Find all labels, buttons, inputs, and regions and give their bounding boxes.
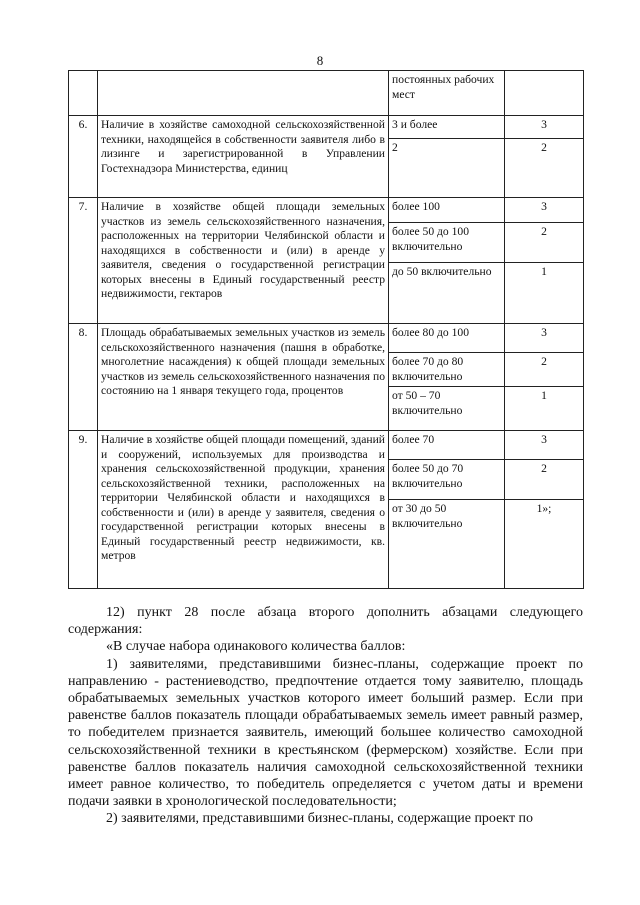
condition-cell: более 50 до 70 включительно bbox=[389, 460, 505, 500]
criterion-description: Наличие в хозяйстве самоходной сельскохозяйственной техники, находящейся в собственности заявителя либо в лизинге и зарегистрированной в Управлении Гостехнадзора Министерства, единиц bbox=[98, 116, 389, 198]
paragraph: 2) заявителями, представившими бизнес-планы, содержащие проект по bbox=[106, 811, 534, 827]
points-cell: 2 bbox=[505, 139, 584, 198]
condition-cell: 2 bbox=[389, 139, 505, 198]
criterion-description: Наличие в хозяйстве общей площади земельных участков из земель сельскохозяйственного назначения, расположенных на территории Челябинской области и находящихся в собственности и (или) в аренде у заявителя, сведения о государственной регистрации которых внесены в Единый государственный реестр недвижимости, гектаров bbox=[98, 198, 389, 324]
paragraph: 1) заявителями, представившими бизнес-планы, содержащие проект по направлению - растениеводство, предпочтение отдается тому заявителю, площадь обрабатываемых земельных участков которого имеет больший размер. Если при равенстве баллов показатель площади обрабатываемых земель имеет равный размер, то победителем признается заявитель, имеющий большее количество самоходной сельскохозяйственной техники в крестьянском (фермерском) хозяйстве. Если при равенстве баллов показатель наличия самоходной сельскохозяйственной техники имеет равное количество, то победитель определяется с учетом даты и времени подачи заявки в хронологической последовательности; bbox=[68, 656, 583, 810]
table-cell bbox=[505, 71, 584, 116]
table-row-continuation bbox=[69, 71, 584, 116]
points-cell: 3 bbox=[505, 116, 584, 139]
criteria-table bbox=[68, 70, 584, 589]
row-number: 7. bbox=[69, 198, 98, 324]
condition-cell: до 50 включительно bbox=[389, 263, 505, 324]
table-cell bbox=[69, 71, 98, 116]
points-cell: 2 bbox=[505, 223, 584, 263]
table-row bbox=[69, 198, 584, 223]
points-cell: 1 bbox=[505, 387, 584, 431]
points-cell: 2 bbox=[505, 460, 584, 500]
points-cell: 3 bbox=[505, 198, 584, 223]
condition-cell: более 100 bbox=[389, 198, 505, 223]
body-text bbox=[68, 604, 583, 828]
condition-cell: более 70 до 80 включительно bbox=[389, 353, 505, 387]
condition-cell: 3 и более bbox=[389, 116, 505, 139]
row-number: 6. bbox=[69, 116, 98, 198]
table-row bbox=[69, 324, 584, 353]
points-cell: 3 bbox=[505, 431, 584, 460]
row-number: 8. bbox=[69, 324, 98, 431]
condition-cell: от 50 – 70 включительно bbox=[389, 387, 505, 431]
points-cell: 1»; bbox=[505, 500, 584, 589]
paragraph: 12) пункт 28 после абзаца второго дополнить абзацами следующего содержания: bbox=[68, 605, 583, 638]
points-cell: 1 bbox=[505, 263, 584, 324]
table-row bbox=[69, 431, 584, 460]
criterion-description: Площадь обрабатываемых земельных участков из земель сельскохозяйственного назначения (пашня в обработке, многолетние насаждения) к общей площади земельных участков из земель сельскохозяйственного назначения по состоянию на 1 января текущего года, процентов bbox=[98, 324, 389, 431]
table-cell bbox=[98, 71, 389, 116]
row-number: 9. bbox=[69, 431, 98, 589]
criterion-description: Наличие в хозяйстве общей площади помещений, зданий и сооружений, используемых для производства и хранения сельскохозяйственной продукции, хранения сельскохозяйственной техники, расположенных на территории Челябинской области и находящихся в собственности и (или) в аренде у заявителя, сведения о государственной регистрации которых внесены в Единый государственный реестр недвижимости, кв. метров bbox=[98, 431, 389, 589]
condition-cell: от 30 до 50 включительно bbox=[389, 500, 505, 589]
condition-cell: постоянных рабочих мест bbox=[389, 71, 505, 116]
condition-cell: более 70 bbox=[389, 431, 505, 460]
condition-cell: более 50 до 100 включительно bbox=[389, 223, 505, 263]
condition-cell: более 80 до 100 bbox=[389, 324, 505, 353]
page-number: 8 bbox=[316, 53, 324, 68]
paragraph: «В случае набора одинакового количества баллов: bbox=[106, 639, 406, 655]
points-cell: 3 bbox=[505, 324, 584, 353]
points-cell: 2 bbox=[505, 353, 584, 387]
table-row bbox=[69, 116, 584, 139]
